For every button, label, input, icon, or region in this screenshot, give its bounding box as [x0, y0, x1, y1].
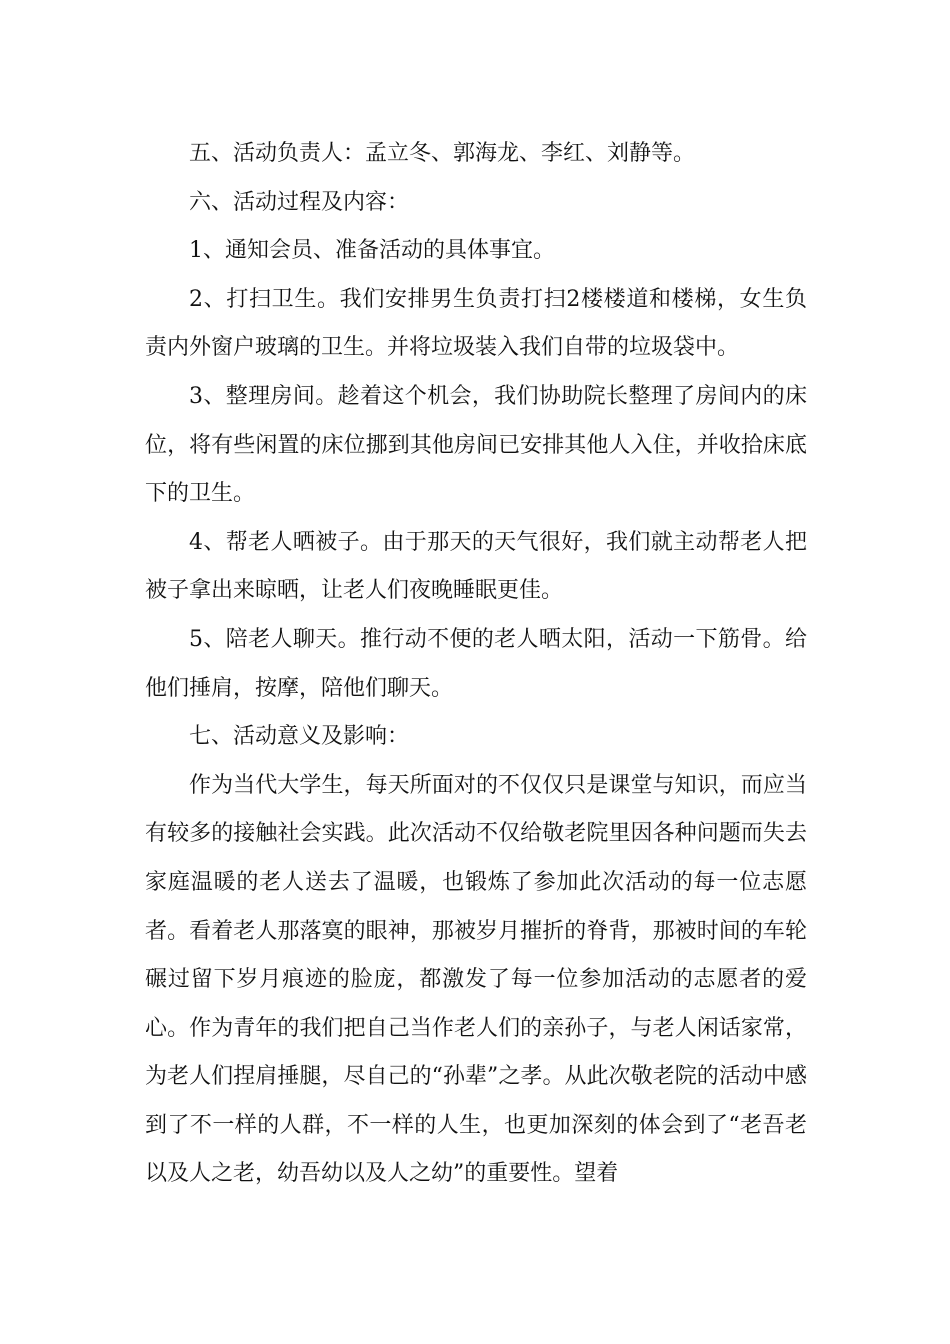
paragraph-significance-heading: 七、活动意义及影响：: [189, 724, 410, 750]
document-body: [145, 130, 807, 1199]
paragraph-step-2: 2、打扫卫生。我们安排男生负责打扫2楼楼道和楼梯，女生负责内外窗户玻璃的卫生。并将垃圾装入我们自带的垃圾袋中。: [145, 286, 807, 361]
paragraph-step-5: 5、陪老人聊天。推行动不便的老人晒太阳，活动一下筋骨。给他们捶肩，按摩，陪他们聊天。: [145, 626, 807, 701]
paragraph-step-4: 4、帮老人晒被子。由于那天的天气很好，我们就主动帮老人把被子拿出来晾晒，让老人们夜晚睡眠更佳。: [145, 529, 807, 604]
paragraph-person-in-charge: 五、活动负责人：孟立冬、郭海龙、李红、刘静等。: [189, 141, 696, 166]
paragraph-step-1: 1、通知会员、准备活动的具体事宜。: [189, 238, 555, 264]
paragraph-process-heading: 六、活动过程及内容：: [189, 189, 410, 215]
paragraph-step-3: 3、整理房间。趁着这个机会，我们协助院长整理了房间内的床位，将有些闲置的床位挪到其他房间已安排其他人入住，并收拾床底下的卫生。: [145, 383, 807, 507]
paragraph-significance-body: 作为当代大学生，每天所面对的不仅仅只是课堂与知识，而应当有较多的接触社会实践。此次活动不仅给敬老院里因各种问题而失去家庭温暖的老人送去了温暖，也锻炼了参加此次活动的每一位志愿者。看着老人那落寞的眼神，那被岁月摧折的脊背，那被时间的车轮碾过留下岁月痕迹的脸庞，都激发了每一位参加活动的志愿者的爱心。作为青年的我们把自己当作老人们的亲孙子，与老人闲话家常，为老人们捏肩捶腿，尽自己的“孙辈”之孝。从此次敬老院的活动中感到了不一样的人群，不一样的人生，也更加深刻的体会到了“老吾老以及人之老，幼吾幼以及人之幼”的重要性。望着: [145, 772, 807, 1187]
